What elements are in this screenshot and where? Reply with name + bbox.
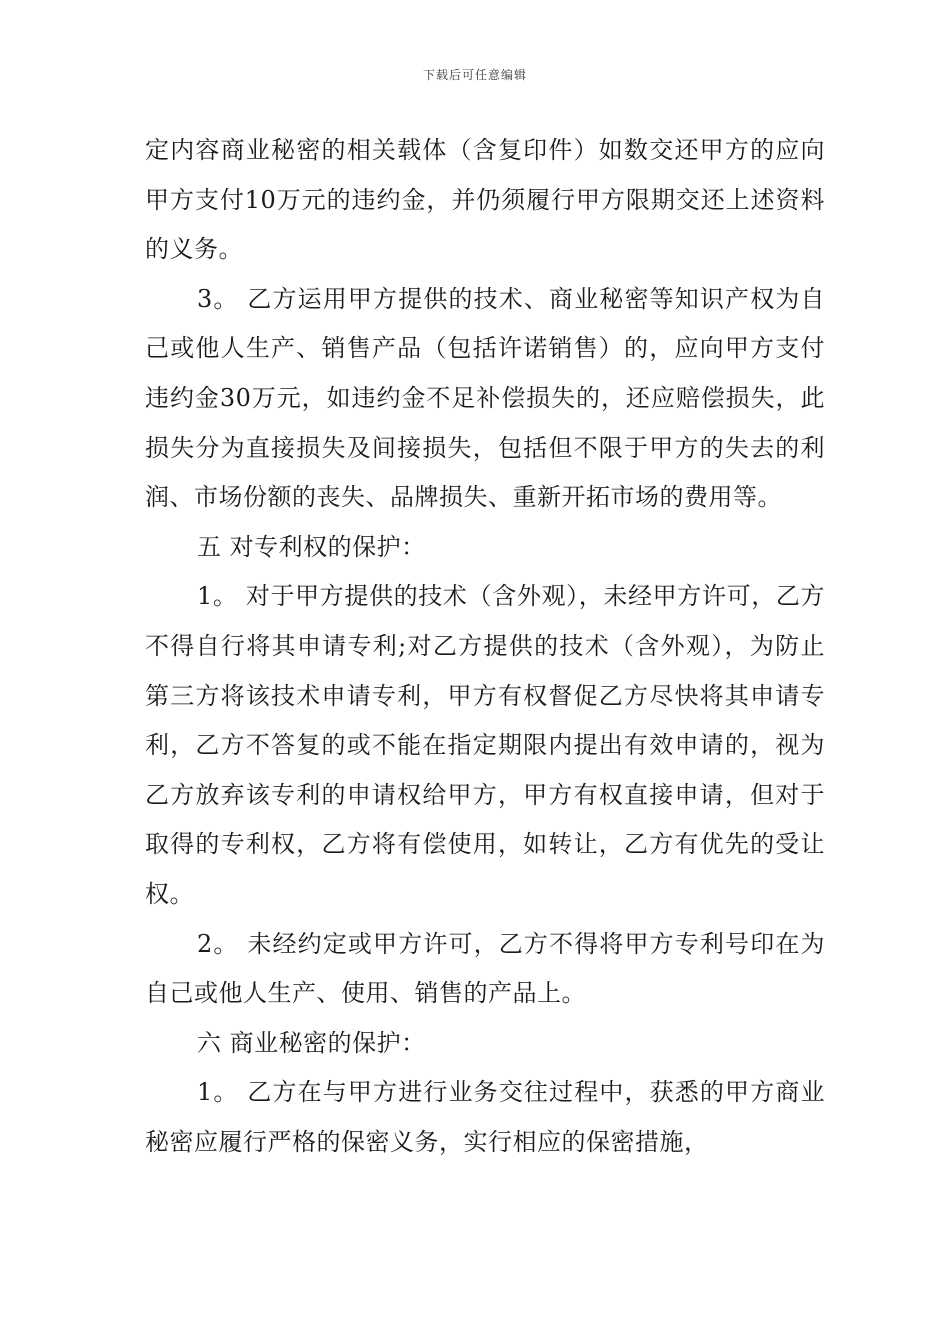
document-body (145, 126, 825, 1167)
section-heading-patent: 五 对专利权的保护： (197, 532, 426, 561)
paragraph-patent-clause-1: 1。 对于甲方提供的技术（含外观），未经甲方许可，乙方不得自行将其申请专利;对乙方提供的技术（含外观），为防止第三方将该技术申请专利，甲方有权督促乙方尽快将其申请专利，乙方不答复的或不能在指定期限内提出有效申请的，视为乙方放弃该专利的申请权给甲方，甲方有权直接申请，但对于取得的专利权，乙方将有偿使用，如转让，乙方有优先的受让权。 (145, 582, 825, 908)
paragraph-patent-clause-2: 2。 未经约定或甲方许可，乙方不得将甲方专利号印在为自己或他人生产、使用、销售的产品上。 (145, 929, 825, 1008)
paragraph-continuation: 定内容商业秘密的相关载体（含复印件）如数交还甲方的应向甲方支付10万元的违约金，并仍须履行甲方限期交还上述资料的义务。 (145, 136, 825, 264)
paragraph-secret-clause-1: 1。 乙方在与甲方进行业务交往过程中，获悉的甲方商业秘密应履行严格的保密义务，实行相应的保密措施， (145, 1078, 825, 1156)
section-heading-trade-secret: 六 商业秘密的保护： (197, 1028, 426, 1057)
paragraph-clause-3: 3。 乙方运用甲方提供的技术、商业秘密等知识产权为自己或他人生产、销售产品（包括许诺销售）的，应向甲方支付违约金30万元，如违约金不足补偿损失的，还应赔偿损失，此损失分为直接损失及间接损失，包括但不限于甲方的失去的利润、市场份额的丧失、品牌损失、重新开拓市场的费用等。 (145, 284, 825, 512)
page-header-note: 下载后可任意编辑 (422, 68, 527, 82)
